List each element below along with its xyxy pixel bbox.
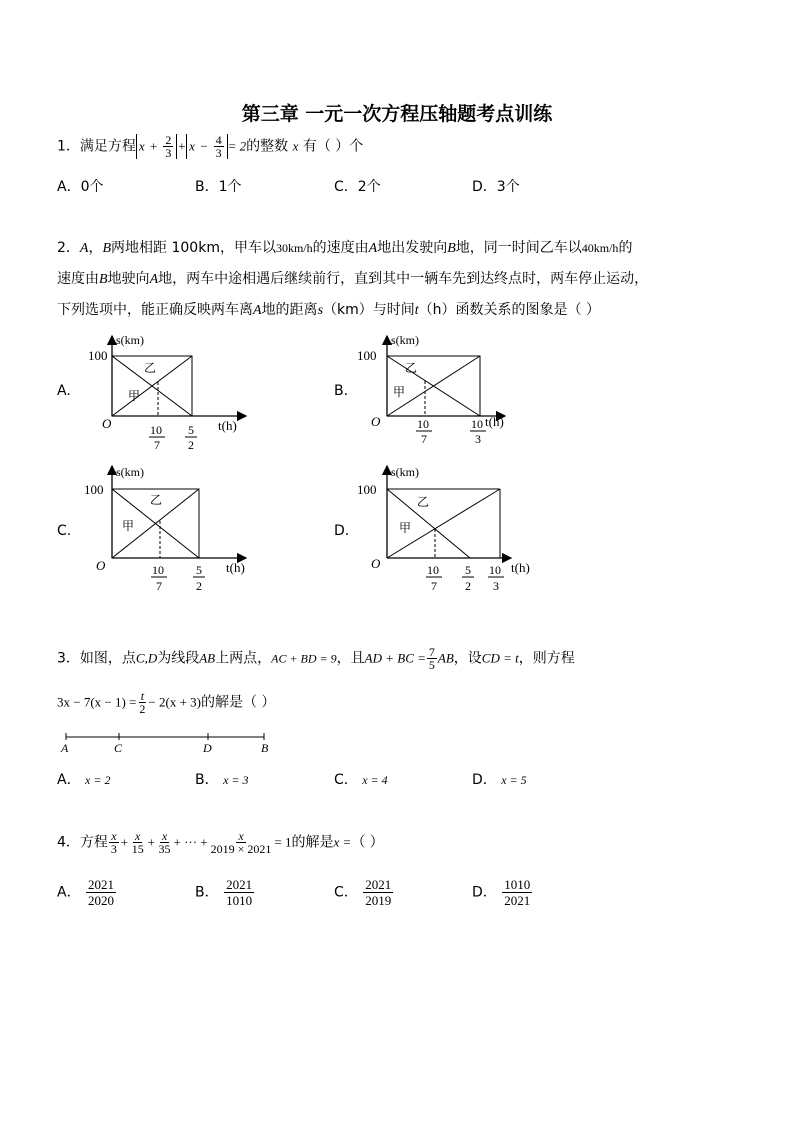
q1-option-b[interactable]: B．1个 [195, 179, 242, 195]
origin-label: O [371, 414, 381, 429]
q2-line-3: 下列选项中，能正确反映两车离A地的距离s（km）与时间t（h）函数关系的图象是（ ） [57, 302, 600, 318]
tick-2-num: 10 [471, 417, 483, 431]
q1-option-c[interactable]: C．2个 [334, 179, 381, 195]
tick-1-den: 7 [154, 438, 160, 452]
q3-option-c[interactable]: C． x = 4 [334, 772, 388, 788]
q4-number: 4． [57, 834, 80, 851]
q4-option-c[interactable]: C． $\frac{2021}{2019}$ [334, 877, 392, 908]
tick-1-den: 7 [156, 579, 162, 593]
q2-option-c-label[interactable]: C. [57, 523, 72, 539]
q4-frac-2: $\frac{x}{15}$ [131, 829, 144, 856]
q3-frac-t: $\frac{t}{2}$ [139, 689, 146, 716]
tick-2-num: 5 [196, 563, 202, 577]
q4-option-d[interactable]: D． $\frac{1010}{2021}$ [472, 877, 531, 908]
q1-abs-1: x + $\frac{2}{3}$ [136, 134, 177, 159]
y-axis-label: s(km) [116, 465, 144, 479]
jia-label: 甲 [393, 385, 406, 399]
q3-option-d[interactable]: D． x = 5 [472, 772, 527, 788]
q2-graph-a[interactable] [80, 330, 260, 456]
tick-2-den: 3 [475, 432, 481, 446]
q1-text: 满足方程 [79, 138, 136, 155]
point-a-label: A [61, 741, 69, 755]
y-axis-label: s(km) [116, 333, 144, 347]
q2-option-a-label[interactable]: A. [57, 383, 71, 399]
tick-1-den: 7 [421, 432, 427, 446]
q2-line-1: 2．A，B两地相距 100km，甲车以30km/h的速度由A地出发驶向B地，同一时间乙车以40km/h的 [57, 240, 633, 256]
q1-number: 1． [57, 138, 80, 155]
origin-label: O [102, 416, 112, 431]
page-title: 第三章 一元一次方程压轴题考点训练 [241, 103, 553, 125]
q2-option-b-label[interactable]: B. [334, 383, 349, 399]
y-100-label: 100 [88, 348, 108, 363]
q1-abs-2: x − $\frac{4}{3}$ [186, 134, 227, 159]
q3-frac: $\frac{7}{5}$ [428, 645, 435, 672]
point-c-label: C [114, 741, 123, 755]
point-b-label: B [261, 741, 269, 755]
q2-graph-b[interactable] [355, 330, 535, 456]
y-axis-label: s(km) [391, 333, 419, 347]
q3-segment-figure [56, 728, 286, 758]
tick-2-num: 5 [188, 423, 194, 437]
x-axis-label: t(h) [218, 418, 237, 433]
q2-graph-c[interactable] [80, 462, 260, 594]
y-100-label: 100 [357, 348, 377, 363]
q4-frac-4: $\frac{x}{2019 \times 2021}$ [210, 829, 272, 856]
yi-label: 乙 [144, 361, 157, 375]
tick-3-num: 10 [489, 563, 501, 577]
origin-label: O [371, 556, 381, 571]
q1-option-a[interactable]: A．0个 [57, 179, 104, 195]
jia-label: 甲 [122, 519, 135, 533]
point-d-label: D [203, 741, 212, 755]
q4-line: 4．方程 $\frac{x}{3}$ + $\frac{x}{15}$ + $\frac{x}{35}$ + ··· + $\frac{x}{2019 \times 2021}$ = 1的解是x =（ ） [57, 829, 384, 856]
y-axis-label: s(km) [391, 465, 419, 479]
q3-line-2: 3x − 7(x − 1) = $\frac{t}{2}$ − 2(x + 3)的解是（ ） [57, 689, 276, 716]
tick-2-den: 2 [196, 579, 202, 593]
x-axis-label: t(h) [226, 560, 245, 575]
q2-option-d-label[interactable]: D. [334, 523, 350, 539]
q1-frac-2: $\frac{4}{3}$ [215, 133, 222, 160]
origin-label: O [96, 558, 106, 573]
tick-1-num: 10 [152, 563, 164, 577]
yi-label: 乙 [405, 361, 418, 375]
q2-number: 2． [57, 240, 80, 256]
tick-1-num: 10 [427, 563, 439, 577]
tick-2-num: 5 [465, 563, 471, 577]
q3-option-b[interactable]: B． x = 3 [195, 772, 249, 788]
y-100-label: 100 [357, 482, 377, 497]
q1-option-d[interactable]: D．3个 [472, 179, 520, 195]
question-1: 1．满足方程 x + $\frac{2}{3}$ + x − $\frac{4}{3}$ = 2的整数 x 有（ ）个 [57, 133, 364, 160]
q3-number: 3． [57, 650, 80, 667]
q1-frac-1: $\frac{2}{3}$ [165, 133, 172, 160]
q3-option-a[interactable]: A． x = 2 [57, 772, 111, 788]
x-axis-label: t(h) [485, 414, 504, 429]
q2-graph-d[interactable] [355, 462, 545, 594]
q4-frac-1: $\frac{x}{3}$ [110, 829, 117, 856]
y-100-label: 100 [84, 482, 104, 497]
tick-1-num: 10 [417, 417, 429, 431]
tick-2-den: 2 [465, 579, 471, 593]
q4-option-a[interactable]: A． $\frac{2021}{2020}$ [57, 877, 115, 908]
q4-option-b[interactable]: B． $\frac{2021}{1010}$ [195, 877, 253, 908]
yi-label: 乙 [417, 495, 430, 509]
x-axis-label: t(h) [511, 560, 530, 575]
jia-label: 甲 [128, 389, 141, 403]
tick-3-den: 3 [493, 579, 499, 593]
jia-label: 甲 [399, 521, 412, 535]
q3-line-1: 3．如图，点C,D为线段AB上两点，AC + BD = 9，且AD + BC = $\frac{7}{5}$ AB，设CD = t，则方程 [57, 645, 575, 672]
tick-1-num: 10 [150, 423, 162, 437]
yi-label: 乙 [150, 493, 163, 507]
tick-2-den: 2 [188, 438, 194, 452]
q2-line-2: 速度由B地驶向A地，两车中途相遇后继续前行，直到其中一辆车先到达终点时，两车停止运动， [57, 271, 649, 287]
q4-frac-3: $\frac{x}{35}$ [158, 829, 171, 856]
tick-1-den: 7 [431, 579, 437, 593]
